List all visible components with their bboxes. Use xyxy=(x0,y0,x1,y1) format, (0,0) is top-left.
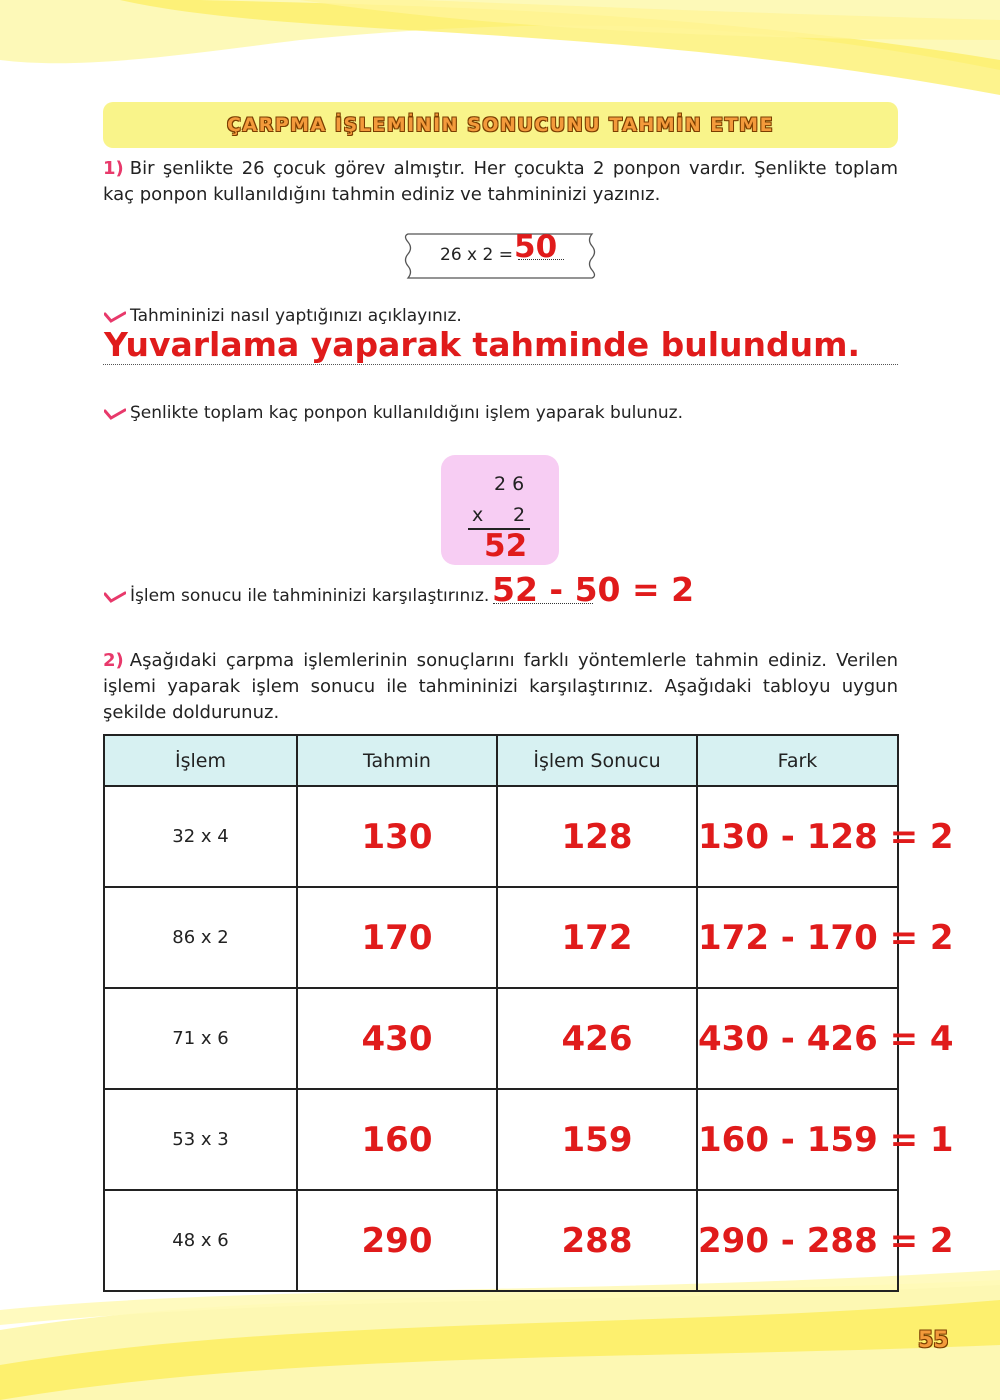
cell-operation: 48 x 6 xyxy=(104,1190,297,1291)
cell-estimate: 130 xyxy=(297,786,497,887)
header-result: İşlem Sonucu xyxy=(497,735,697,786)
table-row xyxy=(104,988,898,1089)
question-1 xyxy=(103,156,898,208)
question-2-text: Aşağıdaki çarpma işlemlerinin sonuçlarını farklı yöntemlerle tahmin ediniz. Verilen işlemi yaparak işlem sonucu ile tahmininizi karşılaştırınız. Aşağıdaki tabloyu uygun şekilde doldurunuz. xyxy=(103,650,898,723)
cell-result: 172 xyxy=(497,887,697,988)
prompt-compute-text: Şenlikte toplam kaç ponpon kullanıldığını işlem yaparak bulunuz. xyxy=(130,403,683,423)
compare-answer: 52 - 50 = 2 xyxy=(492,570,695,609)
check-icon xyxy=(104,309,126,323)
cell-result: 128 xyxy=(497,786,697,887)
cell-difference: 130 - 128 = 2 xyxy=(697,786,898,887)
cell-difference: 290 - 288 = 2 xyxy=(697,1190,898,1291)
page-number: 55 xyxy=(918,1328,949,1353)
cell-difference: 160 - 159 = 1 xyxy=(697,1089,898,1190)
table-row xyxy=(104,1190,898,1291)
cell-operation: 71 x 6 xyxy=(104,988,297,1089)
cell-result: 159 xyxy=(497,1089,697,1190)
question-2 xyxy=(103,648,898,726)
prompt-compare-text: İşlem sonucu ile tahmininizi karşılaştırınız. xyxy=(130,586,490,606)
prompt-explain xyxy=(104,306,462,326)
cell-operation: 53 x 3 xyxy=(104,1089,297,1190)
cell-result: 288 xyxy=(497,1190,697,1291)
estimate-box xyxy=(402,230,598,282)
question-1-text: Bir şenlikte 26 çocuk görev almıştır. Her çocukta 2 ponpon vardır. Şenlikte toplam kaç ponpon kullanıldığını tahmin ediniz ve tahmininizi yazınız. xyxy=(103,158,898,205)
explain-answer: Yuvarlama yaparak tahminde bulundum. xyxy=(104,325,861,364)
estimation-table xyxy=(103,734,954,1292)
multiplier: 2 xyxy=(513,504,526,526)
cell-estimate: 170 xyxy=(297,887,497,988)
cell-estimate: 290 xyxy=(297,1190,497,1291)
check-icon xyxy=(104,589,126,603)
prompt-explain-text: Tahmininizi nasıl yaptığınızı açıklayınız. xyxy=(130,306,462,326)
cell-difference: 172 - 170 = 2 xyxy=(697,887,898,988)
cell-estimate: 160 xyxy=(297,1089,497,1190)
multiplicand: 2 6 xyxy=(494,473,525,495)
cell-estimate: 430 xyxy=(297,988,497,1089)
top-decoration xyxy=(0,0,1000,110)
header-estimate: Tahmin xyxy=(297,735,497,786)
table-row xyxy=(104,887,898,988)
estimate-answer: 50 xyxy=(514,229,558,265)
section-title-bar xyxy=(103,102,898,148)
table-header-row xyxy=(104,735,898,786)
cell-difference: 430 - 426 = 4 xyxy=(697,988,898,1089)
table-row xyxy=(104,786,898,887)
question-2-number: 2) xyxy=(103,650,124,671)
multiplication-box xyxy=(441,455,559,565)
answer-line xyxy=(103,364,898,365)
cell-operation: 32 x 4 xyxy=(104,786,297,887)
estimate-expr-text: 26 x 2 = xyxy=(440,245,513,265)
mult-result: 52 xyxy=(484,528,528,564)
question-1-number: 1) xyxy=(103,158,124,179)
check-icon xyxy=(104,406,126,420)
header-difference: Fark xyxy=(697,735,898,786)
multiply-sign: x xyxy=(472,504,484,526)
cell-result: 426 xyxy=(497,988,697,1089)
section-title: ÇARPMA İŞLEMİNİN SONUCUNU TAHMİN ETME xyxy=(226,114,775,136)
prompt-compute xyxy=(104,403,683,423)
cell-operation: 86 x 2 xyxy=(104,887,297,988)
table-row xyxy=(104,1089,898,1190)
header-operation: İşlem xyxy=(104,735,297,786)
